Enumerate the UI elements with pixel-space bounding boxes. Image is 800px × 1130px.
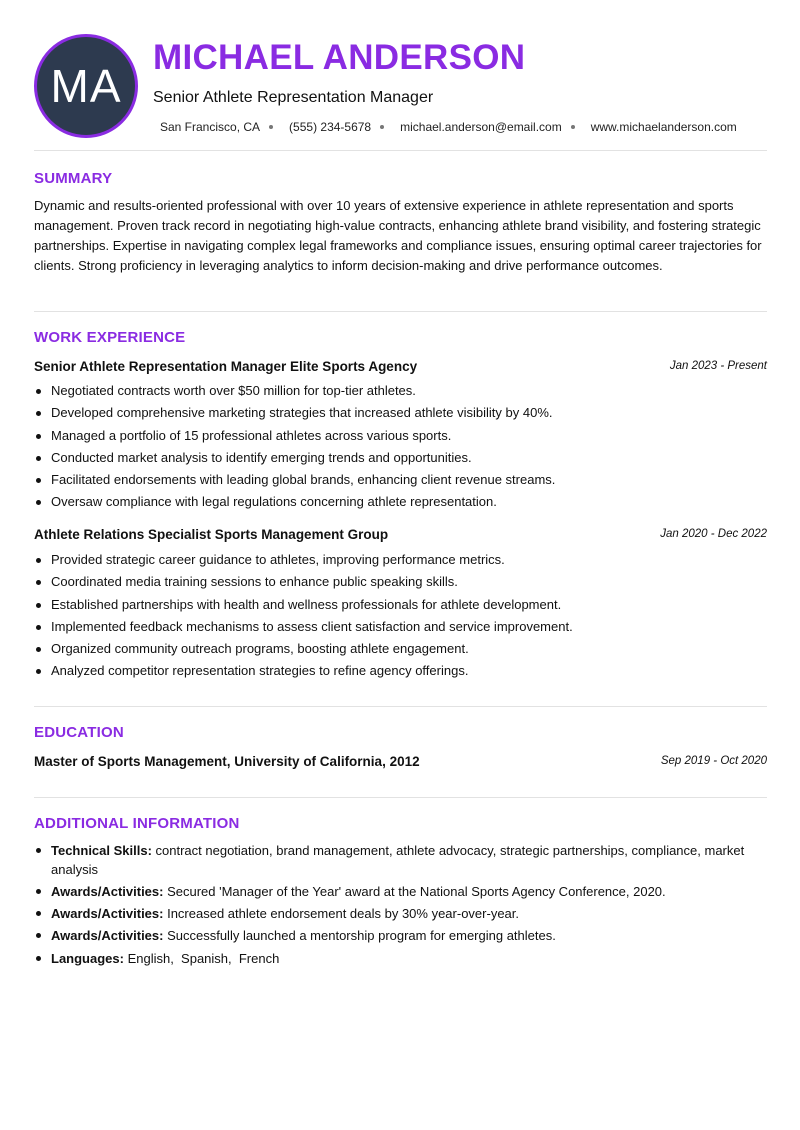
list-item: Conducted market analysis to identify emerging trends and opportunities. [34,447,767,469]
item-label: Awards/Activities: [51,928,164,943]
list-item: Managed a portfolio of 15 professional athletes across various sports. [34,425,767,447]
list-item [34,926,767,945]
divider [34,797,767,798]
summary-heading: SUMMARY [34,170,113,187]
item-text: Increased athlete endorsement deals by 30% year-over-year. [163,906,520,921]
contact-phone: (555) 234-5678 [289,120,372,134]
education-heading: EDUCATION [34,724,124,741]
list-item: Negotiated contracts worth over $50 million for top-tier athletes. [34,380,767,402]
education-date: Sep 2019 - Oct 2020 [660,755,767,767]
item-label: Technical Skills: [51,843,152,858]
additional-list [34,841,767,971]
job-bullets [34,380,767,514]
contact-location: San Francisco, CA [160,120,261,134]
education-degree: Master of Sports Management, University of California, 2012 [34,754,420,769]
divider [34,706,767,707]
divider [34,311,767,312]
list-item: Facilitated endorsements with leading global brands, enhancing client revenue streams. [34,469,767,491]
job-role: Athlete Relations Specialist Sports Management Group [34,527,389,542]
item-text: Successfully launched a mentorship program for emerging athletes. [163,928,556,943]
item-text: Secured 'Manager of the Year' award at the National Sports Agency Conference, 2020. [163,884,666,899]
list-item [34,949,767,968]
list-item: Coordinated media training sessions to enhance public speaking skills. [34,571,767,593]
list-item: Analyzed competitor representation strategies to refine agency offerings. [34,660,767,682]
job-bullets [34,549,767,683]
item-label: Awards/Activities: [51,884,164,899]
summary-text: Dynamic and results-oriented professional with over 10 years of extensive experience in athlete representation and sports management. Proven track record in negotiating high-value contracts, enhancing athlete brand visibility, and fostering strategic partnerships. Expertise in navigating complex legal frameworks and compliance issues, ensuring optimal career trajectories for clients. Strong proficiency in leveraging analytics to inform decision-making and drive performance outcomes. [34,198,762,273]
list-item: Organized community outreach programs, boosting athlete engagement. [34,638,767,660]
avatar-initials: MA [50,60,122,112]
separator-dot-icon [380,125,384,129]
job-role: Senior Athlete Representation Manager Elite Sports Agency [34,359,418,374]
item-label: Awards/Activities: [51,906,164,921]
list-item [34,904,767,923]
education-entry [34,753,767,773]
contact-email[interactable]: michael.anderson@email.com [400,120,562,134]
list-item: Implemented feedback mechanisms to assess client satisfaction and service improvement. [34,616,767,638]
contact-line [160,120,737,134]
item-text: English, Spanish, French [123,951,280,966]
list-item [34,882,767,901]
item-text: contract negotiation, brand management, athlete advocacy, strategic partnerships, compliance, market analysis [51,843,745,877]
list-item [34,841,767,879]
job-date: Jan 2020 - Dec 2022 [660,528,767,540]
divider [34,150,767,151]
job-title: Senior Athlete Representation Manager [153,89,434,106]
candidate-name: MICHAEL ANDERSON [153,38,526,77]
list-item: Developed comprehensive marketing strategies that increased athlete visibility by 40%. [34,402,767,424]
separator-dot-icon [571,125,575,129]
job-date: Jan 2023 - Present [669,360,767,372]
job-header [34,526,767,546]
list-item: Established partnerships with health and wellness professionals for athlete development. [34,594,767,616]
additional-heading: ADDITIONAL INFORMATION [34,815,240,832]
experience-heading: WORK EXPERIENCE [34,329,186,346]
separator-dot-icon [269,125,273,129]
contact-website[interactable]: www.michaelanderson.com [590,120,737,134]
list-item: Provided strategic career guidance to athletes, improving performance metrics. [34,549,767,571]
job-header [34,358,767,378]
list-item: Oversaw compliance with legal regulations concerning athlete representation. [34,491,767,513]
item-label: Languages: [51,951,124,966]
avatar [34,34,138,138]
